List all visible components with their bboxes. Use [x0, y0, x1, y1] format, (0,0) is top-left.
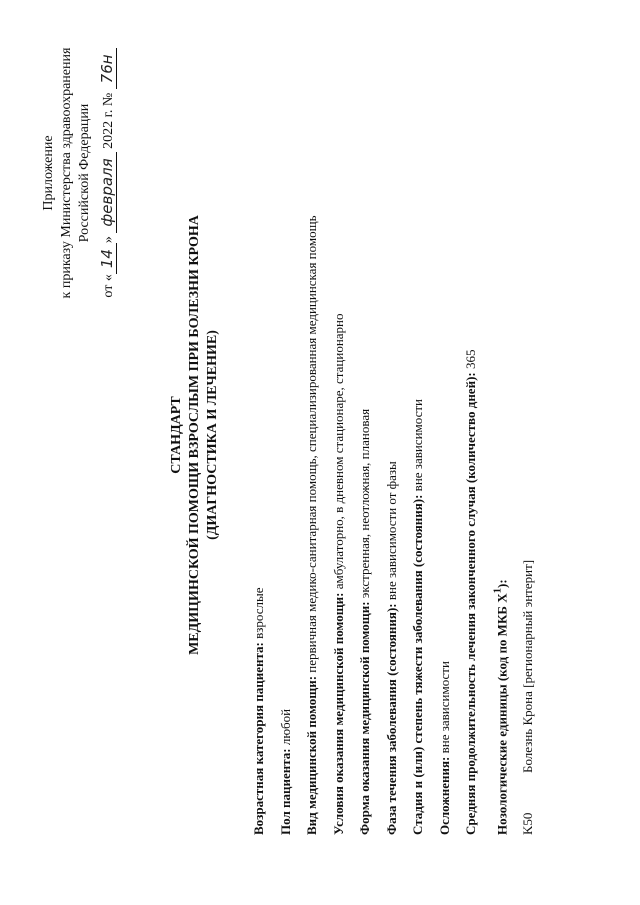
icd-name: Болезнь Крона [регионарный энтерит] — [520, 559, 536, 773]
field-care-type: Вид медицинской помощи: первичная медико-санитарная помощь, специализированная медицинская помощь — [304, 215, 319, 835]
field-care-conditions: Условия оказания медицинской помощи: амбулаторно, в дневном стационаре, стационарно — [330, 313, 346, 835]
title-line-standard: СТАНДАРТ — [169, 396, 184, 474]
date-year: 2022 г. № — [101, 92, 116, 149]
date-mid: » — [101, 236, 116, 244]
field-disease-stage: Стадия и (или) степень тяжести заболевания (состояния): вне зависимости — [410, 399, 425, 835]
document-body — [246, 35, 542, 835]
field-age-category: Возрастная категория пациента: взрослые — [251, 587, 266, 835]
field-sex: Пол пациента: любой — [277, 708, 293, 835]
footnote-marker: 1 — [491, 587, 504, 594]
field-nosology-units: Нозологические единицы (код по МКБ $X^1$): — [491, 579, 509, 835]
handwritten-order-number: 76н — [98, 48, 117, 89]
nosology-row — [515, 35, 542, 835]
annex-date-line — [98, 33, 118, 313]
annex-block — [40, 33, 118, 313]
annex-title: Приложение — [41, 135, 56, 211]
handwritten-day: 14 — [98, 243, 117, 274]
field-disease-phase: Фаза течения заболевания (состояния): вне зависимости от фазы — [383, 461, 399, 835]
document-title — [168, 195, 222, 675]
title-line-scope: (ДИАГНОСТИКА И ЛЕЧЕНИЕ) — [205, 330, 220, 540]
field-complications: Осложнения: вне зависимости — [436, 661, 452, 835]
annex-order-line: к приказу Министерства здравоохранения — [59, 47, 74, 299]
icd-code: K50 — [520, 812, 536, 835]
handwritten-month: февраля — [98, 152, 117, 232]
date-prefix: от « — [101, 274, 116, 298]
field-treatment-duration: Средняя продолжительность лечения законченного случая (количество дней): 365 — [463, 349, 478, 835]
title-line-subject: МЕДИЦИНСКОЙ ПОМОЩИ ВЗРОСЛЫМ ПРИ БОЛЕЗНИ КРОНА — [187, 215, 202, 655]
annex-ministry-line: Российской Федерации — [77, 103, 92, 243]
field-care-form: Форма оказания медицинской помощи: экстренная, неотложная, плановая — [357, 408, 372, 835]
